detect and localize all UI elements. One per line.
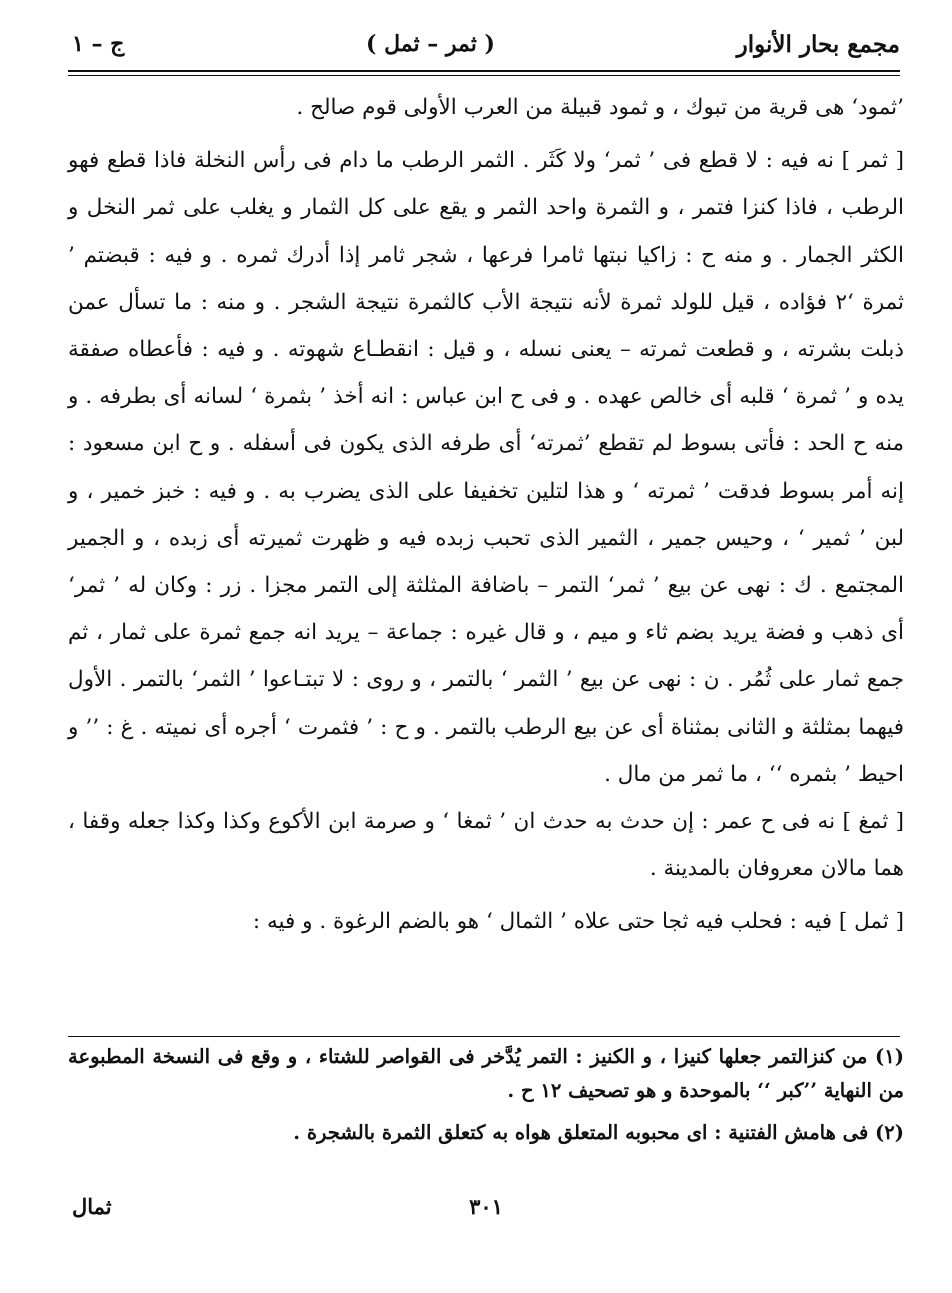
book-title: مجمع بحار الأنوار xyxy=(736,30,900,58)
entry-thamar: [ ثمر ] نه فيه : لا قطع فى ’ ثمر‘ ولا كَثَر . الثمر الرطب ما دام فى رأس النخلة فاذا قطع فهو الرطب ، فاذا كنزا فتمر ، و الثمرة واحد الثمر و يقع على كل الثمار و يغلب على ثمر النخل و الكثر الجمار . و منه ح : زاكيا نبتها ثامرا فرعها ، شجر ثامر إذا أدرك ثمره . و فيه : قبضتم ’ ثمرة ‘٢ فؤاده ، قيل للولد ثمرة لأنه نتيجة الأب كالثمرة نتيجة الشجر . و منه : ما تسأل عمن ذبلت بشرته ، و قطعت ثمرته – يعنى نسله ، و قيل : انقطـاع شهوته . و فيه : فأعطاه صفقة يده و ’ ثمرة ‘ قلبه أى خالص عهده . و فى ح ابن عباس : انه أخذ ’ بثمرة ‘ لسانه أى بطرفه . و منه ح الحد : فأتى بسوط لم تقطع ’ثمرته‘ أى طرفه الذى يكون فى أسفله . و ح ابن مسعود : إنه أمر بسوط فدقت ’ ثمرته ‘ و هذا لتلين تخفيفا على الذى يضرب به . و فيه : خبز خمير ، و لبن ’ ثمير ‘ ، وحيس جمير ، الثمير الذى تحبب زبده فيه و ظهرت ثميرته أى زبده ، و الجمير المجتمع . ك : نهى عن بيع ’ ثمر‘ التمر – باضافة المثلثة إلى التمر مجزا . زر : وكان له ’ ثمر‘ أى ذهب و فضة يريد بضم ثاء و ميم ، و قال غيره : جماعة – يريد انه جمع ثمرة على ثمار ، ثم جمع ثمار على ثُمُر . ن : نهى عن بيع ’ الثمر ‘ بالتمر ، و روى : لا تبتـاعوا ’ الثمر‘ بالتمر . الأول فيهما بمثلثة و الثانى بمثناة أى عن بيع الرطب بالتمر . و ح : ’ فثمرت ‘ أجره أى نميته . غ : ’’ و احيط ’ بثمره ‘‘ ، ما ثمر من مال . xyxy=(68,148,904,787)
header-rule-thin xyxy=(68,75,900,76)
volume-number: ج – ١ xyxy=(72,31,125,57)
footnote-2: (٢) فى هامش الفتنية : اى محبوبه المتعلق هواه به كتعلق الثمرة بالشجرة . xyxy=(293,1121,904,1144)
running-header xyxy=(72,22,900,66)
section-headword: ( ثمر – ثمل ) xyxy=(366,31,495,57)
page-footer xyxy=(72,1188,900,1224)
footnotes xyxy=(68,1040,904,1158)
entry-thamagh: [ ثمغ ] نه فى ح عمر : إن حدث به حدث ان ’ ثمغا ‘ و صرمة ابن الأكوع وكذا وكذا جعله وقفا ، هما مالان معروفان بالمدينة . xyxy=(68,809,904,882)
header-rule xyxy=(68,70,900,72)
catchword: ثمال xyxy=(72,1193,112,1219)
page-number: ٣٠١ xyxy=(469,1193,503,1219)
main-text xyxy=(68,84,904,946)
footnote-1: (١) من كنزالتمر جعلها كنيزا ، و الكنيز : التمر يُدَّخر فى القواصر للشتاء ، و وقع فى النسخة المطبوعة من النهاية ’’كبر ‘‘ بالموحدة و هو تصحيف ١٢ ح . xyxy=(68,1045,904,1102)
footnote-rule xyxy=(68,1036,900,1037)
entry-continuation: ’ثمود‘ هى قرية من تبوك ، و ثمود قبيلة من العرب الأولى قوم صالح . xyxy=(296,95,904,120)
entry-thamal: [ ثمل ] فيه : فحلب فيه ثجا حتى علاه ’ الثمال ‘ هو بالضم الرغوة . و فيه : xyxy=(252,909,904,935)
